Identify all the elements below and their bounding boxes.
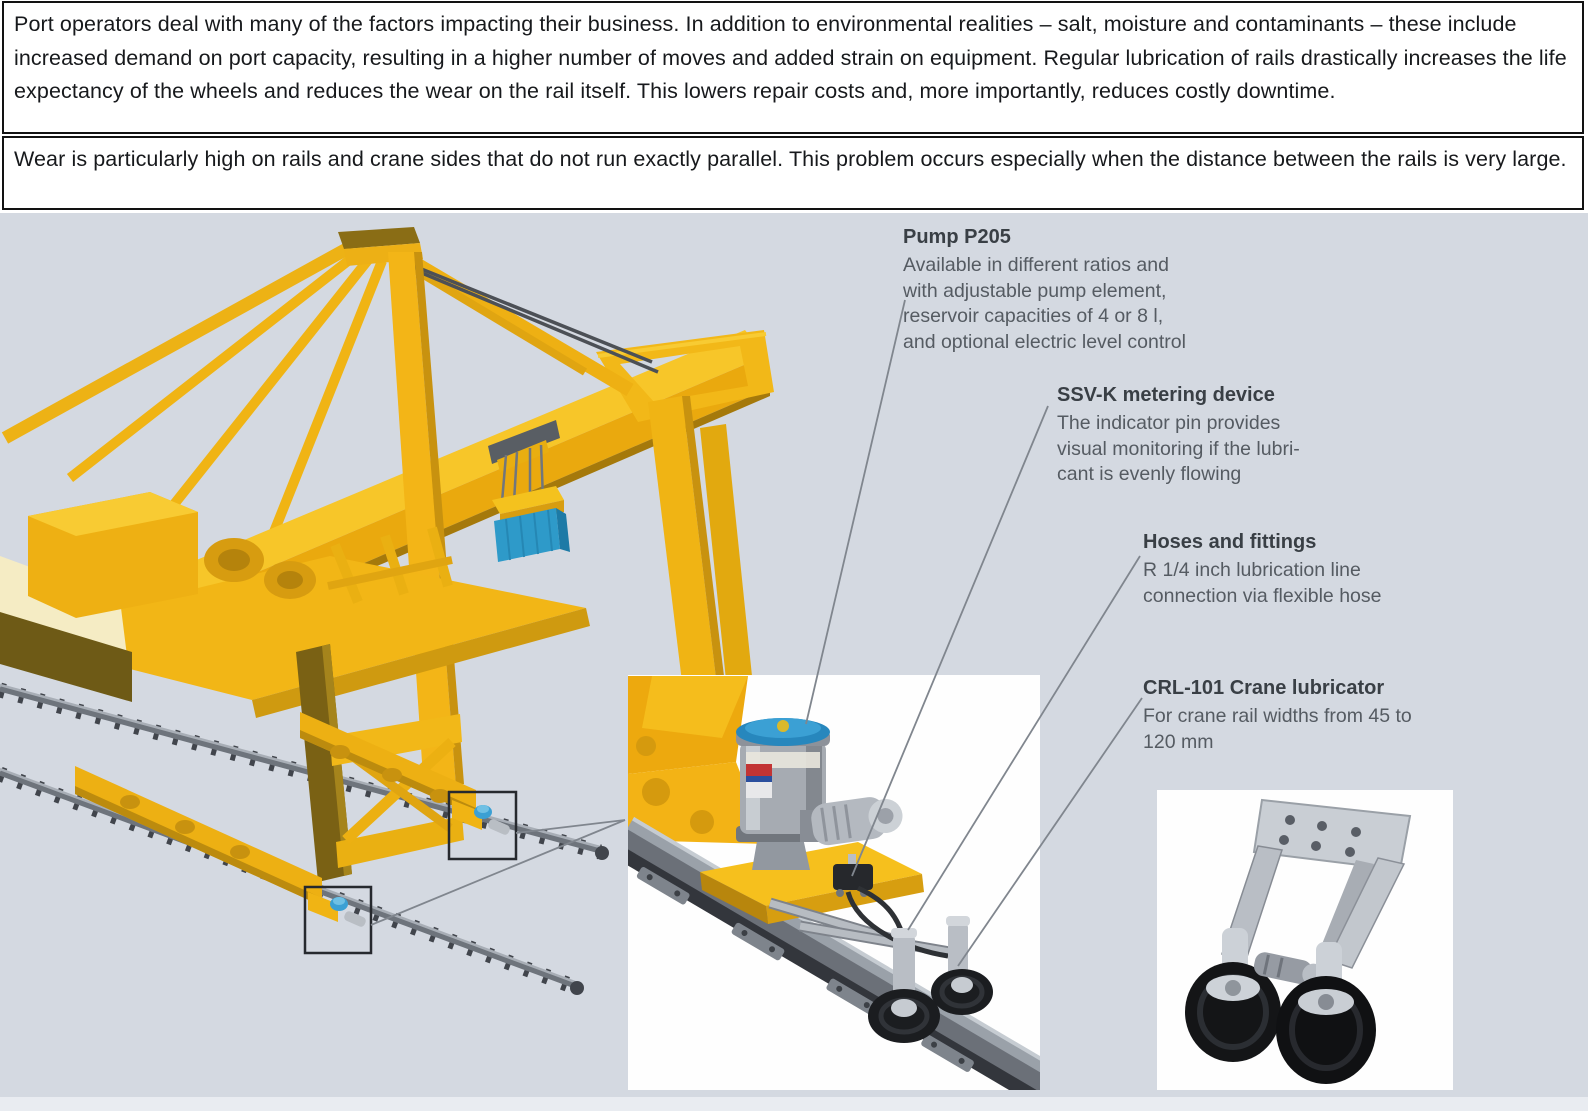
- callout-pump-title: Pump P205: [903, 226, 1011, 248]
- rail-front-end-stop: [570, 981, 584, 995]
- callout-ssvk-line: The indicator pin provides: [1057, 412, 1281, 434]
- callout-ssvk-line: visual monitoring if the lubri-: [1057, 437, 1300, 460]
- pump-label: [746, 764, 772, 798]
- inset-detail-photo: [608, 675, 1082, 1111]
- callout-hoses-line: R 1/4 inch lubrication line: [1143, 559, 1361, 581]
- portal-right-legs: [648, 396, 752, 682]
- callout-crl101-title: CRL-101 Crane lubricator: [1143, 677, 1385, 699]
- rail-back-end-stop: [595, 846, 609, 860]
- callout-hoses-line: connection via flexible hose: [1143, 584, 1382, 607]
- callout-crl101-line: 120 mm: [1143, 730, 1214, 753]
- callout-pump-p205: [903, 226, 1186, 355]
- callout-ssvk-line: cant is evenly flowing: [1057, 463, 1242, 485]
- intro-paragraph-2-text: Wear is particularly high on rails and crane sides that do not run exactly parallel. This problem occurs especially when the distance between the rails is very large.: [14, 147, 1567, 171]
- intro-paragraph-1-text: Port operators deal with many of the factors impacting their business. In addition to environmental realities – salt, moisture and contaminants – these include increased demand on port capacity, resulting in a higher number of moves and added strain on equipment. Regular lubrication of rails drastically increases the life expectancy of the wheels and reduces the wear on the rail itself. This lowers repair costs and, more importantly, reduces costly downtime.: [14, 12, 1567, 104]
- boom-stay-cables: [404, 262, 658, 372]
- callout-hoses-title: Hoses and fittings: [1143, 531, 1317, 553]
- callout-crl101-line: For crane rail widths from 45 to: [1143, 705, 1412, 727]
- callout-ssvk: [1057, 384, 1300, 488]
- sill-front-rail: [75, 766, 322, 906]
- callout-pump-line: and optional electric level control: [903, 330, 1186, 353]
- apex-boom-strut-2: [412, 268, 585, 372]
- callout-pump-line: with adjustable pump element,: [903, 279, 1167, 302]
- callout-crl101: [1143, 677, 1412, 755]
- callout-ssvk-title: SSV-K metering device: [1057, 384, 1275, 406]
- product-photo-crl101: [1157, 790, 1453, 1090]
- leader-line-pump: [806, 300, 905, 724]
- callout-hoses: [1143, 531, 1382, 609]
- callout-pump-line: reservoir capacities of 4 or 8 l,: [903, 305, 1164, 327]
- callout-pump-line: Available in different ratios and: [903, 254, 1169, 276]
